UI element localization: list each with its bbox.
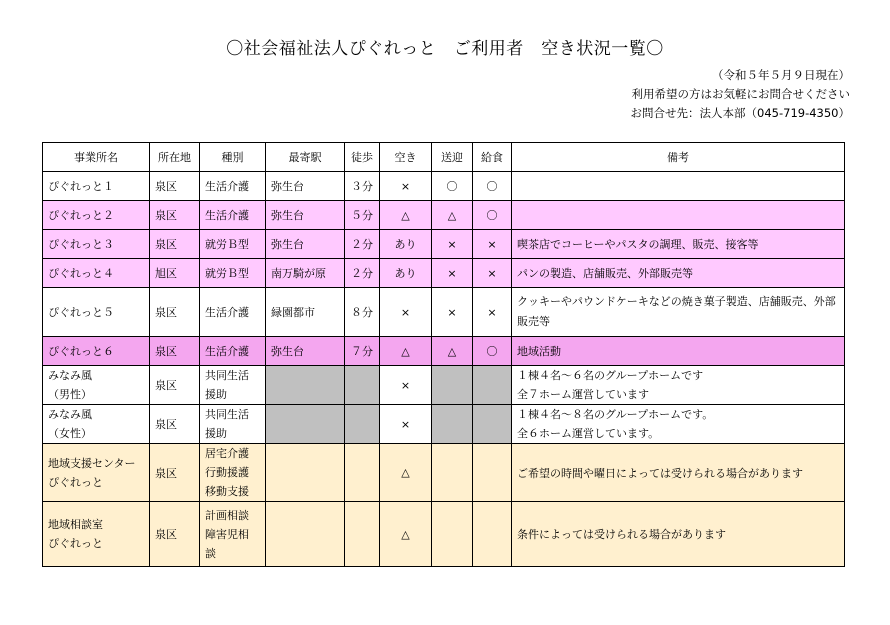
cell-type: 就労Ｂ型 [200, 259, 266, 288]
table-row [43, 405, 845, 444]
cell-transport: △ [432, 337, 473, 366]
table-header [43, 143, 845, 172]
cell-meal [473, 444, 512, 502]
cell-meal: 〇 [473, 337, 512, 366]
table-row [43, 444, 845, 502]
cell-meal [473, 405, 512, 444]
cell-location: 泉区 [150, 201, 200, 230]
table-row [43, 259, 845, 288]
type-line-3: 移動支援 [205, 485, 249, 498]
cell-vacancy: × [380, 288, 432, 337]
name-line-2: （女性） [48, 427, 92, 440]
name-line-1: みなみ風 [48, 408, 92, 421]
cell-station: 弥生台 [266, 337, 345, 366]
cell-station: 弥生台 [266, 172, 345, 201]
cell-meal: 〇 [473, 172, 512, 201]
cell-walk [345, 444, 380, 502]
page-title: 〇社会福祉法人ぴぐれっと ご利用者 空き状況一覧〇 [226, 39, 664, 59]
header-transport: 送迎 [432, 143, 473, 172]
cell-vacancy: × [380, 366, 432, 405]
type-line-2: 援助 [205, 388, 227, 401]
cell-vacancy: × [380, 172, 432, 201]
header-note: 備考 [512, 143, 845, 172]
cell-station [266, 444, 345, 502]
cell-type: 生活介護 [200, 337, 266, 366]
cell-vacancy: × [380, 405, 432, 444]
type-line-1: 共同生活 [205, 408, 249, 421]
header-walk: 徒歩 [345, 143, 380, 172]
name-line-1: 地域相談室 [48, 518, 103, 531]
name-line-1: みなみ風 [48, 369, 92, 382]
type-line-2: 行動援護 [205, 466, 249, 479]
cell-transport [432, 405, 473, 444]
cell-name: ぴぐれっと１ [43, 172, 150, 201]
cell-name [43, 405, 150, 444]
cell-note: 地域活動 [512, 337, 845, 366]
cell-note: 喫茶店でコーヒーやパスタの調理、販売、接客等 [512, 230, 845, 259]
cell-name: ぴぐれっと２ [43, 201, 150, 230]
cell-name: ぴぐれっと４ [43, 259, 150, 288]
header-meal: 給食 [473, 143, 512, 172]
cell-note [512, 366, 845, 405]
cell-vacancy: △ [380, 337, 432, 366]
cell-vacancy: あり [380, 259, 432, 288]
cell-note [512, 405, 845, 444]
cell-name [43, 502, 150, 567]
cell-location: 泉区 [150, 337, 200, 366]
cell-note [512, 201, 845, 230]
cell-meal: 〇 [473, 201, 512, 230]
cell-walk [345, 502, 380, 567]
type-line-1: 共同生活 [205, 369, 249, 382]
cell-note: パンの製造、店舗販売、外部販売等 [512, 259, 845, 288]
cell-meal: × [473, 259, 512, 288]
cell-location: 泉区 [150, 405, 200, 444]
cell-location: 旭区 [150, 259, 200, 288]
type-line-2: 援助 [205, 427, 227, 440]
type-line-1: 居宅介護 [205, 447, 249, 460]
cell-walk: ２分 [345, 259, 380, 288]
cell-location: 泉区 [150, 444, 200, 502]
cell-location: 泉区 [150, 502, 200, 567]
name-line-2: ぴぐれっと [48, 537, 103, 550]
note-line-1: １棟４名～６名のグループホームです [517, 369, 704, 382]
table-row [43, 366, 845, 405]
cell-location: 泉区 [150, 230, 200, 259]
cell-type [200, 444, 266, 502]
table-row [43, 172, 845, 201]
cell-vacancy: あり [380, 230, 432, 259]
cell-type [200, 405, 266, 444]
cell-station [266, 366, 345, 405]
cell-note: 条件によっては受けられる場合があります [512, 502, 845, 567]
as-of-date: （令和５年５月９日現在） [712, 68, 850, 82]
table-row [43, 288, 845, 337]
cell-transport: × [432, 288, 473, 337]
cell-station [266, 502, 345, 567]
cell-station: 南万騎が原 [266, 259, 345, 288]
cell-vacancy: △ [380, 444, 432, 502]
header-type: 種別 [200, 143, 266, 172]
cell-location: 泉区 [150, 288, 200, 337]
note-line-2: 全６ホーム運営しています。 [517, 427, 660, 440]
cell-name: ぴぐれっと５ [43, 288, 150, 337]
cell-walk [345, 366, 380, 405]
contact-info: お問合せ先：法人本部（045-719-4350） [630, 106, 850, 120]
cell-type: 生活介護 [200, 172, 266, 201]
type-line-1: 計画相談 [205, 508, 249, 522]
cell-meal: × [473, 288, 512, 337]
cell-meal [473, 366, 512, 405]
note-line-2: 全７ホーム運営しています [517, 388, 649, 401]
cell-transport: × [432, 230, 473, 259]
cell-walk: ３分 [345, 172, 380, 201]
cell-type: 就労Ｂ型 [200, 230, 266, 259]
type-line-2: 障害児相 [205, 527, 249, 541]
cell-transport [432, 444, 473, 502]
cell-transport: × [432, 259, 473, 288]
cell-walk: ８分 [345, 288, 380, 337]
header-vacancy: 空き [380, 143, 432, 172]
name-line-2: ぴぐれっと [48, 475, 103, 489]
header-location: 所在地 [150, 143, 200, 172]
cell-name: ぴぐれっと３ [43, 230, 150, 259]
name-line-1: 地域支援センター [48, 456, 136, 470]
table-row [43, 230, 845, 259]
cell-location: 泉区 [150, 366, 200, 405]
cell-walk: ５分 [345, 201, 380, 230]
cell-note: ご希望の時間や曜日によっては受けられる場合があります [512, 444, 845, 502]
note-line-1: １棟４名～８名のグループホームです。 [517, 408, 714, 421]
cell-vacancy: △ [380, 201, 432, 230]
type-line-3: 談 [205, 546, 216, 560]
cell-transport [432, 366, 473, 405]
cell-location: 泉区 [150, 172, 200, 201]
cell-type [200, 366, 266, 405]
header-station: 最寄駅 [266, 143, 345, 172]
cell-transport [432, 502, 473, 567]
cell-station: 緑園都市 [266, 288, 345, 337]
cell-vacancy: △ [380, 502, 432, 567]
vacancy-table [42, 142, 845, 567]
cell-walk: ２分 [345, 230, 380, 259]
table-row [43, 337, 845, 366]
cell-name [43, 444, 150, 502]
cell-type [200, 502, 266, 567]
cell-transport: 〇 [432, 172, 473, 201]
cell-meal: × [473, 230, 512, 259]
cell-name: ぴぐれっと６ [43, 337, 150, 366]
table-row [43, 502, 845, 567]
cell-note [512, 172, 845, 201]
cell-transport: △ [432, 201, 473, 230]
cell-station: 弥生台 [266, 201, 345, 230]
table-row [43, 201, 845, 230]
name-line-2: （男性） [48, 388, 92, 401]
header-name: 事業所名 [43, 143, 150, 172]
inquiry-note: 利用希望の方はお気軽にお問合せください [631, 87, 850, 101]
cell-type: 生活介護 [200, 201, 266, 230]
cell-name [43, 366, 150, 405]
cell-meal [473, 502, 512, 567]
cell-station: 弥生台 [266, 230, 345, 259]
cell-type: 生活介護 [200, 288, 266, 337]
cell-walk [345, 405, 380, 444]
cell-walk: ７分 [345, 337, 380, 366]
cell-station [266, 405, 345, 444]
cell-note: クッキーやパウンドケーキなどの焼き菓子製造、店舗販売、外部販売等 [512, 288, 845, 337]
